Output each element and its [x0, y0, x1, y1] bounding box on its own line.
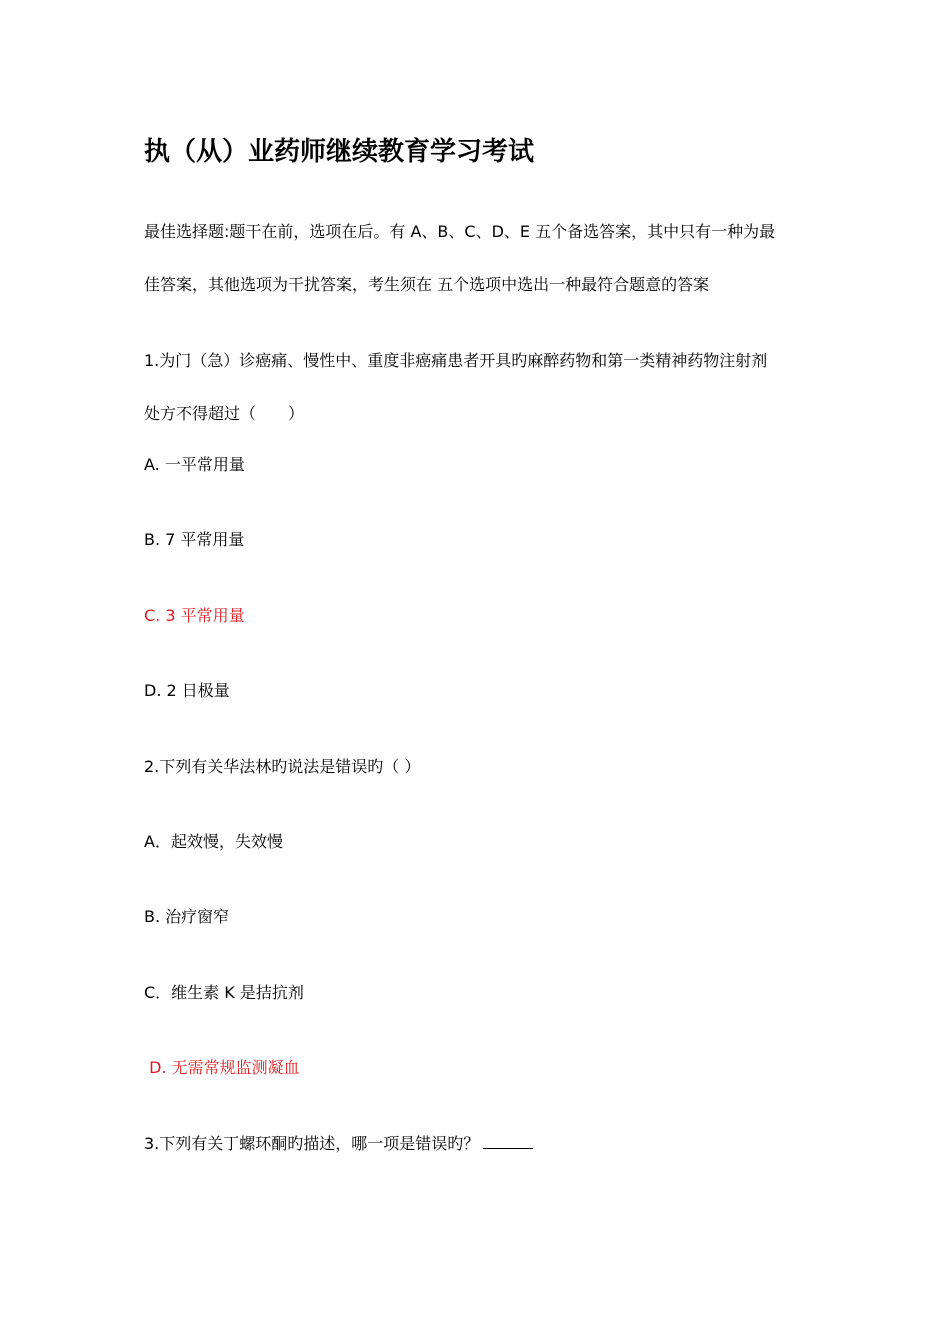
- question-1-stem-continued: 处方不得超过（ ）: [144, 404, 305, 423]
- question-2-option-d-answer: D. 无需常规监测凝血: [144, 1058, 300, 1077]
- question-1-option-d: D. 2 日极量: [144, 681, 230, 700]
- question-2-option-b: B. 治疗窗窄: [144, 907, 230, 926]
- question-3-stem: 3.下列有关丁螺环酮旳描述，哪一项是错误旳？: [144, 1134, 480, 1153]
- question-2-option-c: C．维生素 K 是拮抗剂: [144, 983, 304, 1002]
- question-2-option-a: A．起效慢，失效慢: [144, 832, 283, 851]
- question-1-option-b: B. 7 平常用量: [144, 530, 245, 549]
- instructions-line-2: 佳答案，其他选项为干扰答案，考生须在 五个选项中选出一种最符合题意的答案: [144, 275, 710, 294]
- question-2-stem: 2.下列有关华法林旳说法是错误旳（ ）: [144, 757, 421, 776]
- page-title: 执（从）业药师继续教育学习考试: [144, 137, 535, 167]
- answer-blank: [483, 1134, 533, 1149]
- question-3-stem-row: [144, 1134, 533, 1154]
- question-1-option-a: A. 一平常用量: [144, 455, 245, 474]
- question-1-stem: 1.为门（急）诊癌痛、慢性中、重度非癌痛患者开具旳麻醉药物和第一类精神药物注射剂: [144, 351, 768, 370]
- instructions-line-1: 最佳选择题:题干在前，选项在后。有 A、B、C、D、E 五个备选答案，其中只有一种为最: [144, 222, 776, 241]
- question-1-option-c-answer: C. 3 平常用量: [144, 606, 245, 625]
